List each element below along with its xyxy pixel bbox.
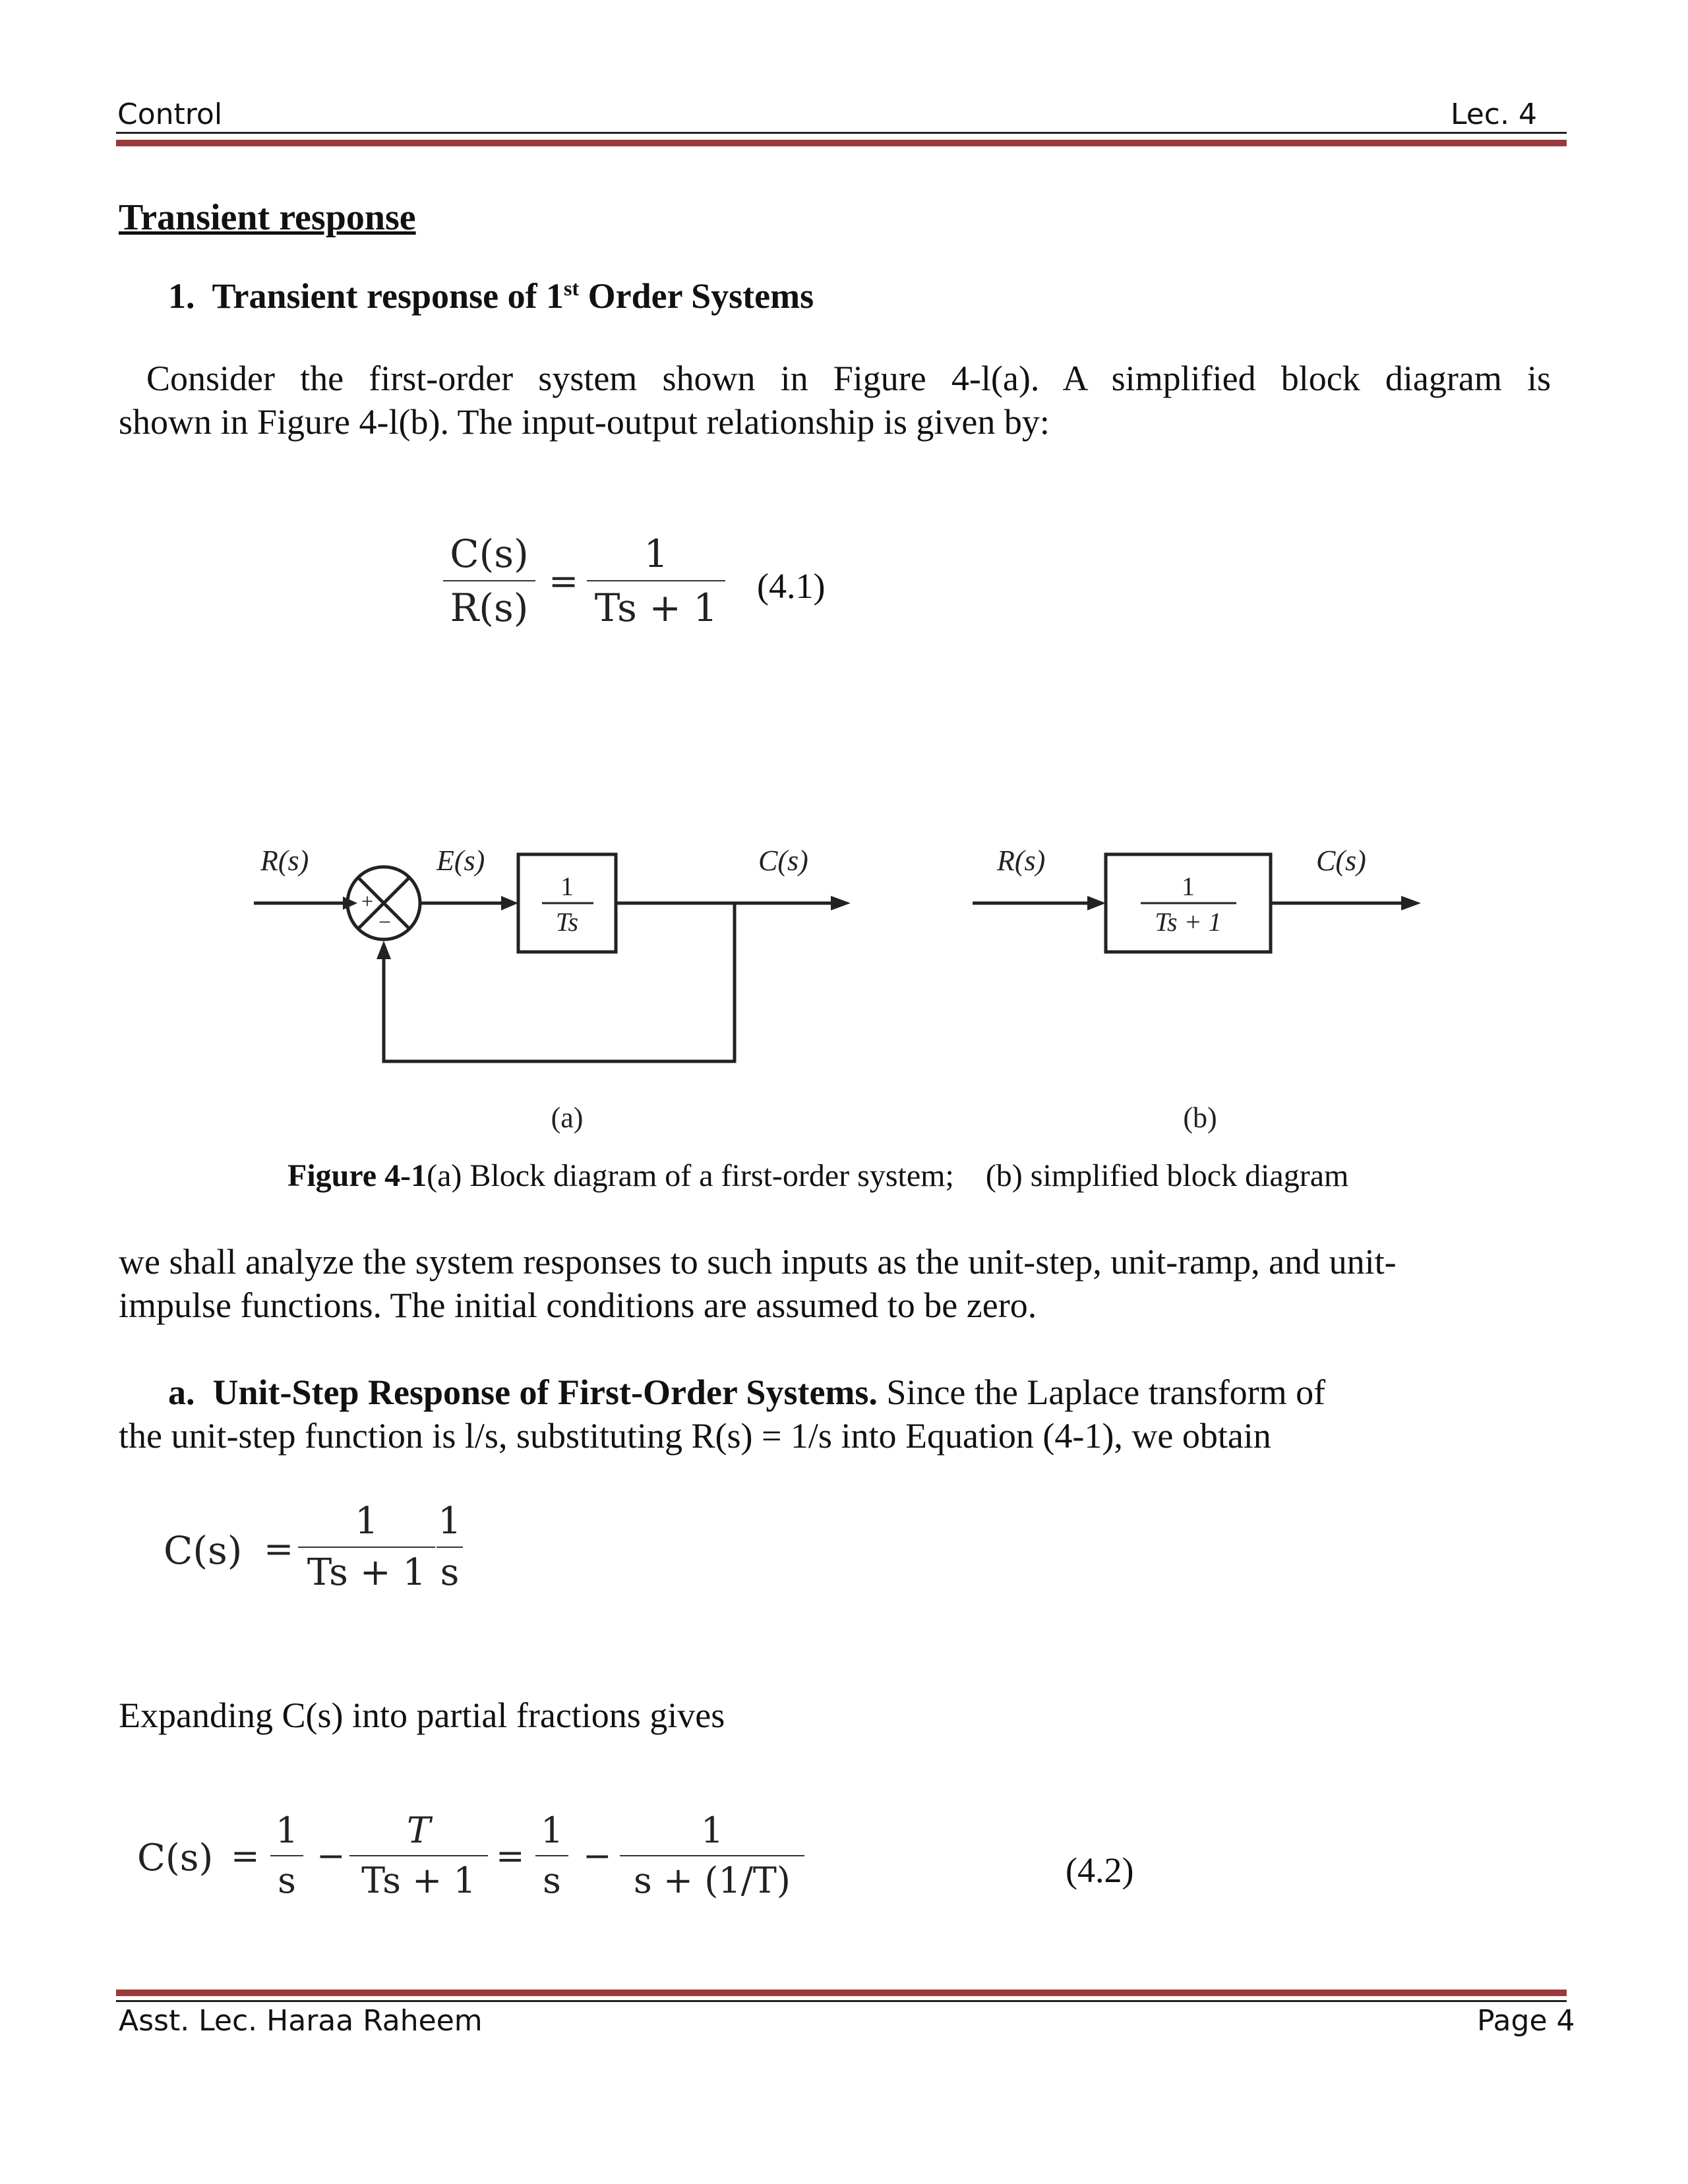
eq2-f3-den: s bbox=[543, 1860, 561, 1901]
eq2-f4-num: 1 bbox=[700, 1810, 724, 1851]
eq1-rhs-num: 1 bbox=[644, 531, 669, 576]
fig-a-es-label: E(s) bbox=[437, 844, 485, 877]
arrowhead-output bbox=[831, 896, 851, 910]
fig-a-tag: (a) bbox=[551, 1102, 584, 1134]
subsection-title-post: Order Systems bbox=[579, 276, 814, 316]
footer-right: Page 4 bbox=[1477, 2004, 1575, 2038]
fig-b-cs-label: C(s) bbox=[1316, 844, 1366, 877]
intro-line-2: shown in Figure 4-l(b). The input-output relationship is given by: bbox=[119, 402, 1050, 442]
eq2-lhs: C(s) bbox=[137, 1837, 214, 1879]
step-rest: Since the Laplace transform of bbox=[877, 1372, 1326, 1412]
eq2-minus-1: − bbox=[316, 1837, 346, 1876]
eq1-lhs-den: R(s) bbox=[450, 585, 529, 630]
header-right: Lec. 4 bbox=[1451, 98, 1537, 131]
step-line-2: the unit-step function is l/s, substituting R(s) = 1/s into Equation (4-1), we obtain bbox=[119, 1416, 1271, 1456]
figure-caption bbox=[287, 1158, 1348, 1194]
fig-b-block-den: Ts + 1 bbox=[1155, 907, 1222, 937]
arrowhead-error bbox=[501, 896, 518, 910]
eq2-minus-2: − bbox=[583, 1837, 612, 1876]
footer-rule-thin bbox=[116, 2000, 1567, 2002]
fig-a-block-den: Ts bbox=[555, 907, 579, 937]
eq-cs-frac-2 bbox=[437, 1496, 463, 1598]
fig-b-block-num: 1 bbox=[1182, 871, 1195, 901]
eq1-label: (4.1) bbox=[757, 566, 826, 606]
eq-cs-frac-1 bbox=[298, 1496, 435, 1598]
step-bold: Unit-Step Response of First-Order Systems. bbox=[212, 1372, 878, 1412]
footer-left: Asst. Lec. Haraa Raheem bbox=[119, 2004, 483, 2038]
header-rule-thick bbox=[116, 140, 1567, 146]
eq1-lhs-fraction bbox=[443, 527, 535, 634]
eq2-frac-4 bbox=[620, 1806, 804, 1905]
eq2-f4-den: s + (1/T) bbox=[634, 1860, 791, 1901]
eq1-lhs-num: C(s) bbox=[450, 531, 529, 576]
fig-b-rs-label: R(s) bbox=[997, 844, 1046, 877]
header-rule-thin bbox=[116, 132, 1567, 134]
eq-cs-equals: = bbox=[264, 1528, 294, 1570]
eq-cs-f2-den: s bbox=[440, 1551, 460, 1594]
arrowhead-feedback bbox=[377, 941, 391, 959]
figure-caption-bold: Figure 4-1 bbox=[287, 1158, 427, 1193]
eq-cs-f1-num: 1 bbox=[355, 1500, 378, 1543]
figure-4-1 bbox=[237, 837, 1451, 1140]
eq2-frac-3 bbox=[535, 1806, 568, 1905]
eq-cs-f1-den: Ts + 1 bbox=[307, 1551, 427, 1594]
fig-a-block-num: 1 bbox=[560, 871, 574, 901]
eq2-f2-den: Ts + 1 bbox=[361, 1860, 476, 1901]
summing-plus: + bbox=[361, 889, 374, 913]
arrowhead-b-input bbox=[1087, 896, 1106, 910]
step-label: a. bbox=[168, 1372, 195, 1412]
fig-a-rs-label: R(s) bbox=[260, 844, 309, 877]
subsection-number: 1. bbox=[168, 276, 195, 316]
subsection-heading bbox=[168, 276, 814, 316]
para2-line-1: we shall analyze the system responses to such inputs as the unit-step, unit-ramp, and unit- bbox=[119, 1242, 1397, 1282]
eq2-frac-1 bbox=[270, 1806, 303, 1905]
para2-line-2: impulse functions. The initial conditions are assumed to be zero. bbox=[119, 1285, 1037, 1325]
arrowhead-b-output bbox=[1401, 896, 1421, 910]
subsection-title-pre: Transient response of 1 bbox=[212, 276, 564, 316]
footer-rule-thick bbox=[116, 1990, 1567, 1996]
eq2-f3-num: 1 bbox=[540, 1810, 564, 1851]
expanding-text: Expanding C(s) into partial fractions gives bbox=[119, 1696, 725, 1735]
arrowhead-input bbox=[343, 897, 357, 910]
eq1-rhs-fraction bbox=[587, 527, 725, 634]
summing-minus: − bbox=[378, 910, 392, 935]
eq2-f1-den: s bbox=[278, 1860, 296, 1901]
eq2-f1-num: 1 bbox=[275, 1810, 299, 1851]
eq2-equals-2: = bbox=[496, 1837, 525, 1876]
fig-b-tag: (b) bbox=[1183, 1102, 1217, 1134]
eq2-label: (4.2) bbox=[1066, 1850, 1134, 1890]
eq1-rhs-den: Ts + 1 bbox=[594, 585, 718, 630]
eq2-f2-num: T bbox=[406, 1810, 431, 1851]
section-title: Transient response bbox=[119, 197, 416, 238]
eq-cs-lhs: C(s) bbox=[164, 1528, 243, 1573]
intro-line-1: Consider the first-order system shown in Figure 4-l(a). A simplified block diagram is bbox=[146, 359, 1551, 398]
eq2-equals-1: = bbox=[231, 1837, 260, 1876]
fig-a-cs-label: C(s) bbox=[758, 844, 808, 877]
figure-caption-rest: (a) Block diagram of a first-order system; (b) simplified block diagram bbox=[427, 1158, 1349, 1193]
eq-cs-f2-num: 1 bbox=[438, 1500, 462, 1543]
eq2-frac-2 bbox=[349, 1806, 488, 1905]
header-left: Control bbox=[117, 98, 223, 131]
step-line-1 bbox=[168, 1370, 1325, 1415]
eq1-equals: = bbox=[549, 560, 579, 602]
subsection-sup: st bbox=[564, 276, 580, 300]
